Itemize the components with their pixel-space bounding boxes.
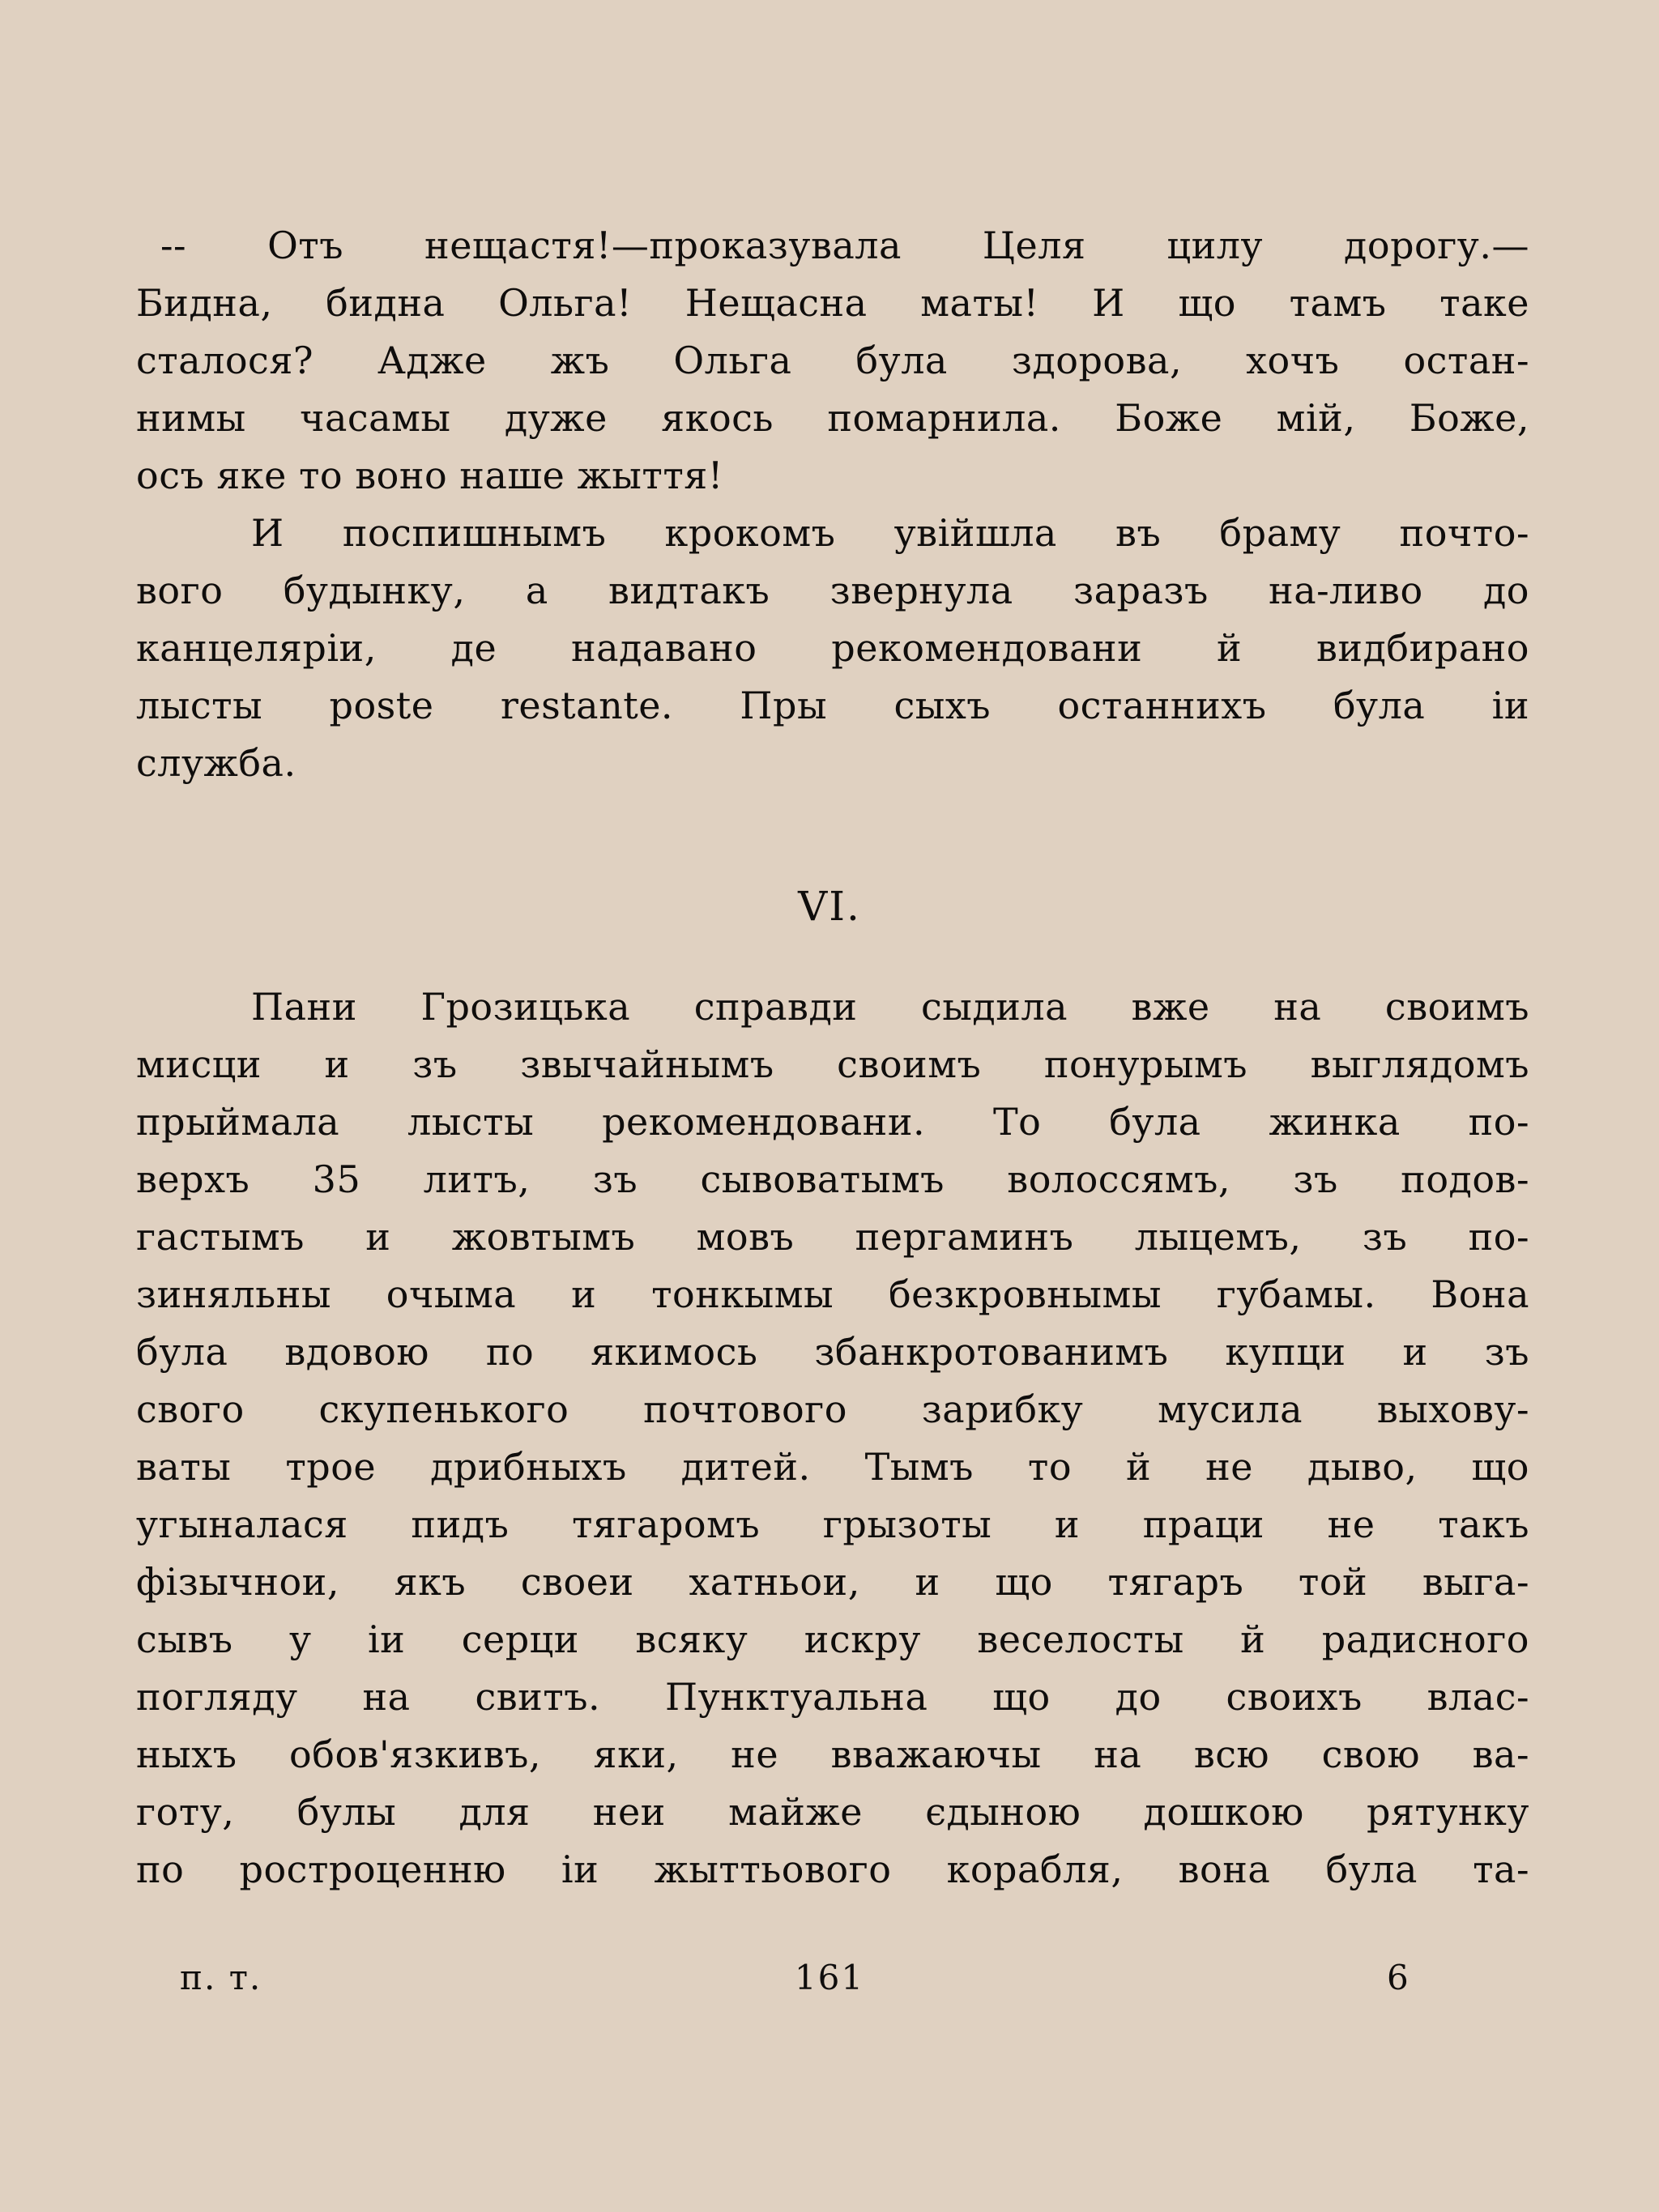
text-line: по ростроценню іи жыттьового корабля, вона була та- (136, 1848, 1529, 1891)
paragraph-1 (136, 217, 1529, 505)
text-line: Пани Грозицька справди сыдила вже на своимъ (251, 985, 1529, 1029)
text-line: погляду на свитъ. Пунктуальна що до своихъ влас- (136, 1675, 1529, 1719)
text-line: нимы часамы дуже якось помарнила. Боже мій, Боже, (136, 396, 1529, 440)
text-line: ныхъ обов'язкивъ, яки, не вважаючы на всю свою ва- (136, 1733, 1529, 1776)
text-line: сталося? Адже жъ Ольга була здорова, хочъ остан- (136, 339, 1529, 382)
paragraph-3 (136, 978, 1529, 1899)
text-line: Бидна, бидна Ольга! Нещасна маты! И що тамъ таке (136, 281, 1529, 325)
page-number: 161 (794, 1958, 865, 1997)
text-line: сывъ у іи серци всяку искру веселосты й радисного (136, 1617, 1529, 1661)
text-line: вого будынку, а видтакъ звернула заразъ на-ливо до (136, 569, 1529, 612)
text-line: готу, булы для неи майже єдыною дошкою рятунку (136, 1790, 1529, 1834)
text-line: угыналася пидъ тягаромъ грызоты и праци не такъ (136, 1502, 1529, 1546)
text-line: осъ яке то воно наше жыття! (136, 454, 723, 497)
chapter-heading: VI. (798, 883, 861, 930)
text-line: канцеляріи, де надавано рекомендовани й видбирано (136, 626, 1529, 670)
text-line: И поспишнымъ крокомъ увійшла въ браму почто- (251, 511, 1529, 555)
text-line: гастымъ и жовтымъ мовъ пергаминъ лыцемъ, зъ по- (136, 1215, 1529, 1259)
text-line: мисци и зъ звычайнымъ своимъ понурымъ выглядомъ (136, 1042, 1529, 1086)
text-line: ваты трое дрибныхъ дитей. Тымъ то й не дыво, що (136, 1445, 1529, 1489)
signature-mark-right: 6 (1387, 1958, 1410, 1997)
text-line: свого скупенького почтового зарибку мусила выхову- (136, 1387, 1529, 1431)
text-line: зиняльны очыма и тонкымы безкровнымы губамы. Вона (136, 1272, 1529, 1316)
text-line: була вдовою по якимось збанкротованимъ купци и зъ (136, 1330, 1529, 1374)
text-line: верхъ 35 литъ, зъ сывоватымъ волоссямъ, зъ подов- (136, 1157, 1529, 1201)
paragraph-2 (136, 505, 1529, 792)
text-line: служба. (136, 741, 296, 785)
text-line: -- Отъ нещастя!—проказувала Целя цилу дорогу.— (160, 224, 1529, 267)
text-line: фізычнои, якъ своеи хатньои, и що тягаръ той выга- (136, 1560, 1529, 1604)
text-line: прыймала лысты рекомендовани. То була жинка по- (136, 1100, 1529, 1144)
text-line: лысты poste restante. Пры сыхъ останнихъ була іи (136, 684, 1529, 727)
signature-mark-left: п. т. (180, 1958, 262, 1997)
